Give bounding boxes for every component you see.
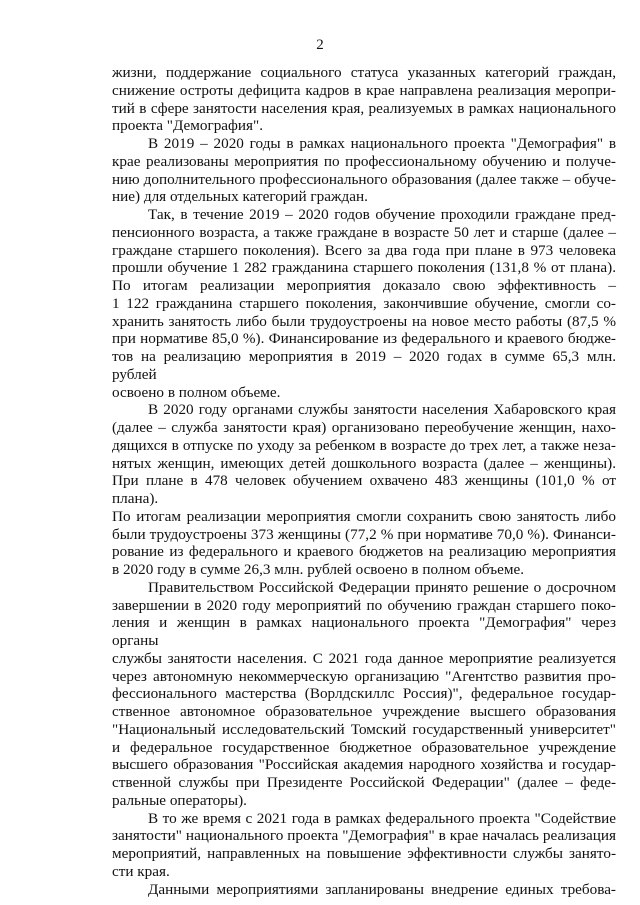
text-line: и федеральное государственное бюджетное образовательное учреждение bbox=[112, 738, 616, 756]
text-line: ления и женщин в рамках национального проекта "Демография" через органы bbox=[112, 614, 616, 649]
text-line: Данными мероприятиями запланированы внедрение единых требова- bbox=[148, 880, 616, 898]
text-line: ние) для отдельных категорий граждан. bbox=[112, 188, 368, 206]
text-line: дящихся в отпуске по уходу за ребенком в возрасте до трех лет, а также неза- bbox=[112, 436, 616, 454]
text-line: мероприятий, направленных на повышение эффективности службы занято- bbox=[112, 845, 616, 862]
page-number: 2 bbox=[316, 37, 324, 53]
text-line: "Национальный исследовательский Томский государственный университет" bbox=[112, 720, 616, 738]
paragraph bbox=[112, 206, 616, 401]
text-line: нятых женщин, имеющих детей дошкольного возраста (далее – женщины). bbox=[112, 454, 616, 472]
text-line: прошли обучение 1 282 гражданина старшего поколения (131,8 % от плана). bbox=[112, 259, 616, 277]
text-line: проекта "Демография". bbox=[112, 117, 263, 135]
text-line: рование из федерального и краевого бюджетов на реализацию мероприятия bbox=[112, 543, 616, 561]
text-line: тов на реализацию мероприятия в 2019 – 2020 годах в сумме 65,3 млн. рублей bbox=[112, 348, 616, 383]
text-line: при нормативе 85,0 %). Финансирование из федерального и краевого бюдже- bbox=[112, 330, 616, 348]
text-line: По итогам реализации мероприятия смогли сохранить свою занятость либо bbox=[112, 507, 616, 525]
text-line: крае реализованы мероприятия по профессиональному обучению и получе- bbox=[112, 152, 616, 170]
text-line: через автономную некоммерческую организацию "Агентство развития про- bbox=[112, 667, 616, 685]
text-line: завершении в 2020 году мероприятий по обучению граждан старшего поко- bbox=[112, 596, 616, 614]
text-line: жизни, поддержание социального статуса указанных категорий граждан, bbox=[112, 64, 616, 81]
text-line: были трудоустроены 373 женщины (77,2 % при нормативе 70,0 %). Финанси- bbox=[112, 525, 616, 543]
text-line: снижение остроты дефицита кадров в крае направлена реализация меропри- bbox=[112, 81, 616, 99]
text-line: службы занятости населения. С 2021 года данное мероприятие реализуется bbox=[112, 649, 616, 667]
text-line: занятости" национального проекта "Демография" в крае началась реализация bbox=[112, 827, 616, 845]
text-line: в 2020 году в сумме 26,3 млн. рублей освоено в полном объеме. bbox=[112, 561, 525, 578]
text-line: По итогам реализации мероприятия доказало свою эффективность – bbox=[112, 277, 616, 294]
text-line: сти края. bbox=[112, 862, 170, 880]
text-line: тий в сфере занятости населения края, реализуемых в рамках национального bbox=[112, 99, 616, 117]
text-line: ственной службы при Президенте Российской Федерации" (далее – феде- bbox=[112, 774, 616, 791]
text-line: высшего образования "Российская академия народного хозяйства и государ- bbox=[112, 756, 616, 774]
text-line: В 2020 году органами службы занятости населения Хабаровского края bbox=[148, 401, 616, 419]
document-body bbox=[112, 64, 616, 898]
paragraph bbox=[112, 135, 616, 206]
text-line: (далее – служба занятости края) организовано переобучение женщин, нахо- bbox=[112, 419, 616, 436]
paragraph bbox=[112, 881, 616, 899]
text-line: освоено в полном объеме. bbox=[112, 383, 281, 401]
paragraph bbox=[112, 810, 616, 881]
text-line: хранить занятость либо были трудоустроены на новое место работы (87,5 % bbox=[112, 312, 616, 330]
text-line: ральные операторы). bbox=[112, 791, 247, 809]
text-line: В то же время с 2021 года в рамках федерального проекта "Содействие bbox=[148, 809, 616, 827]
text-line: ственное автономное образовательное учреждение высшего образования bbox=[112, 703, 616, 720]
paragraph bbox=[112, 579, 616, 810]
paragraph bbox=[112, 401, 616, 579]
text-line: В 2019 – 2020 годы в рамках национального проекта "Демография" в bbox=[148, 135, 616, 152]
text-line: пенсионного возраста, а также граждане в возрасте 50 лет и старше (далее – bbox=[112, 223, 616, 241]
paragraph bbox=[112, 64, 616, 135]
text-line: граждане старшего поколения). Всего за два года при плане в 973 человека bbox=[112, 241, 616, 259]
text-line: При плане в 478 человек обучением охвачено 483 женщины (101,0 % от плана). bbox=[112, 472, 616, 507]
text-line: 1 122 гражданина старшего поколения, закончившие обучение, смогли со- bbox=[112, 294, 616, 312]
text-line: Правительством Российской Федерации принято решение о досрочном bbox=[148, 578, 616, 596]
text-line: Так, в течение 2019 – 2020 годов обучение проходили граждане пред- bbox=[148, 206, 616, 223]
text-line: фессионального мастерства (Ворлдскиллс Россия)", федеральное государ- bbox=[112, 685, 616, 703]
text-line: нию дополнительного профессионального образования (далее также – обуче- bbox=[112, 170, 616, 188]
